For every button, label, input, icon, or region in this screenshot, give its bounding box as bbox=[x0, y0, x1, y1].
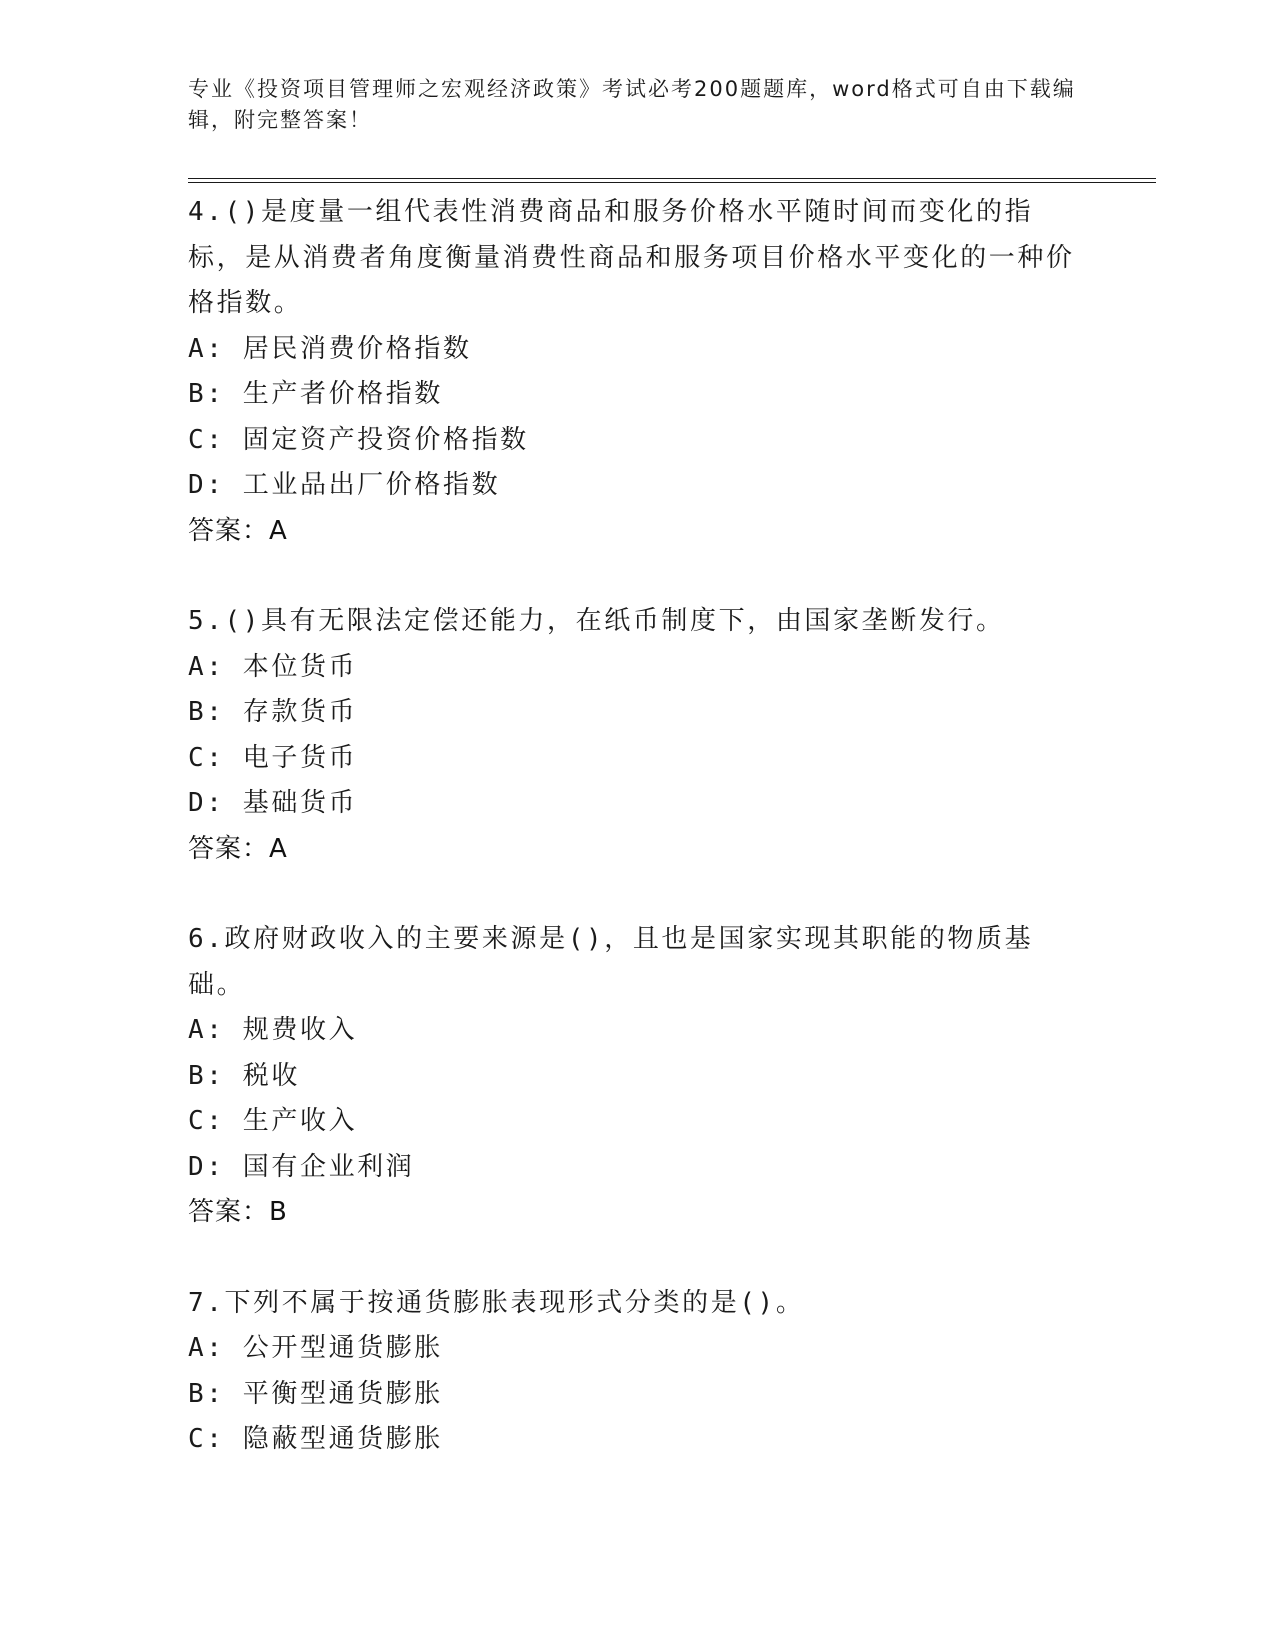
option-item bbox=[188, 327, 1088, 373]
answer-text: 答案：B bbox=[188, 1197, 288, 1227]
option-label: A: bbox=[188, 1015, 225, 1045]
option-label: B: bbox=[188, 1060, 225, 1091]
question-text: 6.政府财政收入的主要来源是()，且也是国家实现其职能的物质基础。 bbox=[188, 924, 1034, 1000]
option-text: 税收 bbox=[242, 1060, 300, 1091]
question-block bbox=[188, 1281, 1088, 1463]
option-label: A: bbox=[188, 333, 225, 364]
option-text: 存款货币 bbox=[242, 697, 358, 727]
option-text: 公开型通货膨胀 bbox=[242, 1333, 443, 1363]
option-item bbox=[188, 1008, 1088, 1054]
option-text: 生产者价格指数 bbox=[242, 379, 443, 409]
option-item bbox=[188, 690, 1088, 736]
option-label: B: bbox=[188, 697, 225, 727]
option-label: B: bbox=[188, 1378, 225, 1409]
option-text: 固定资产投资价格指数 bbox=[242, 424, 529, 455]
question-list bbox=[188, 190, 1088, 1463]
option-item bbox=[188, 736, 1088, 782]
option-label: B: bbox=[188, 379, 225, 409]
option-item bbox=[188, 1099, 1088, 1145]
answer-text: 答案：A bbox=[188, 515, 288, 546]
option-item bbox=[188, 1145, 1088, 1191]
option-label: A: bbox=[188, 651, 225, 682]
option-item bbox=[188, 463, 1088, 509]
option-item bbox=[188, 1326, 1088, 1372]
option-text: 电子货币 bbox=[242, 742, 358, 773]
question-block bbox=[188, 599, 1088, 872]
question-block bbox=[188, 190, 1088, 554]
question-spacer bbox=[188, 872, 1088, 917]
option-text: 工业品出厂价格指数 bbox=[242, 470, 501, 500]
option-label: C: bbox=[188, 1106, 225, 1136]
option-label: D: bbox=[188, 1151, 225, 1182]
option-text: 生产收入 bbox=[242, 1106, 358, 1136]
option-label: A: bbox=[188, 1333, 225, 1363]
option-label: C: bbox=[188, 742, 225, 773]
option-item bbox=[188, 372, 1088, 418]
question-text: 4.()是度量一组代表性消费商品和服务价格水平随时间而变化的指标，是从消费者角度衡量消费性商品和服务项目价格水平变化的一种价格指数。 bbox=[188, 197, 1075, 318]
document-header: 专业《投资项目管理师之宏观经济政策》考试必考200题题库，word格式可自由下载编辑，附完整答案！ bbox=[188, 77, 1076, 132]
option-label: C: bbox=[188, 1424, 225, 1454]
header-divider-top bbox=[188, 178, 1156, 179]
option-label: D: bbox=[188, 788, 225, 818]
option-item bbox=[188, 781, 1088, 827]
question-block bbox=[188, 917, 1088, 1236]
question-text: 5.()具有无限法定偿还能力，在纸币制度下，由国家垄断发行。 bbox=[188, 606, 1005, 636]
option-item bbox=[188, 1054, 1088, 1100]
option-text: 居民消费价格指数 bbox=[242, 333, 472, 364]
option-label: D: bbox=[188, 470, 225, 500]
option-label: C: bbox=[188, 424, 225, 455]
option-text: 平衡型通货膨胀 bbox=[242, 1378, 443, 1409]
answer-text: 答案：A bbox=[188, 833, 288, 864]
option-text: 国有企业利润 bbox=[242, 1151, 415, 1182]
option-item bbox=[188, 1372, 1088, 1418]
option-item bbox=[188, 645, 1088, 691]
option-text: 规费收入 bbox=[242, 1015, 358, 1045]
option-text: 隐蔽型通货膨胀 bbox=[242, 1424, 443, 1454]
question-text: 7.下列不属于按通货膨胀表现形式分类的是()。 bbox=[188, 1287, 805, 1318]
option-item bbox=[188, 418, 1088, 464]
question-spacer bbox=[188, 1236, 1088, 1281]
header-divider-bottom bbox=[188, 182, 1156, 183]
option-item bbox=[188, 1417, 1088, 1463]
option-text: 基础货币 bbox=[242, 788, 358, 818]
question-spacer bbox=[188, 554, 1088, 599]
option-text: 本位货币 bbox=[242, 651, 358, 682]
